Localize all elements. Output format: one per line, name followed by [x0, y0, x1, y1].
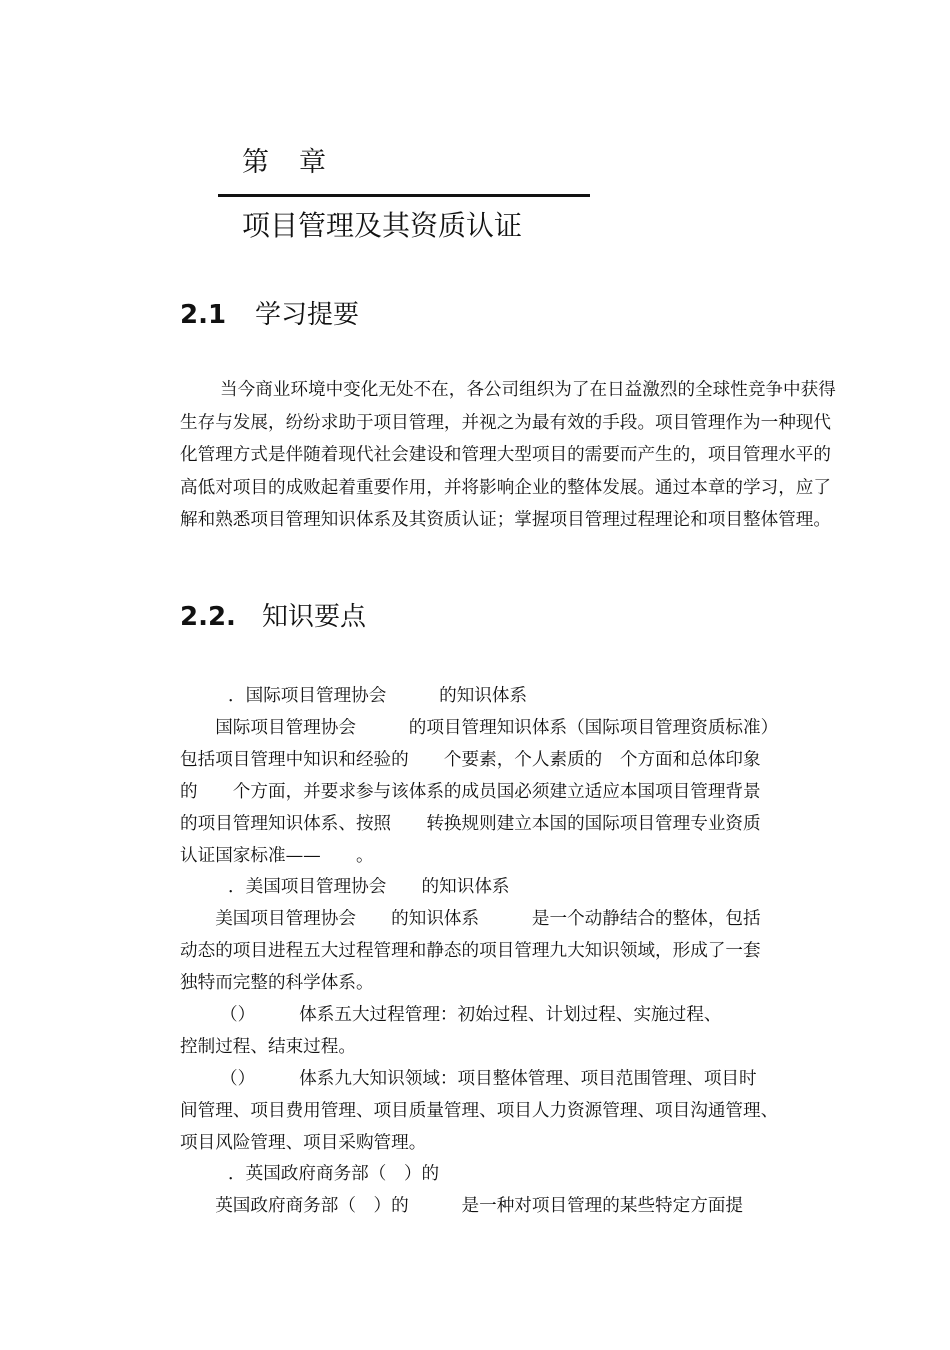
text-line: （） 体系九大知识领域：项目整体管理、项目范围管理、项目时 — [220, 1069, 757, 1089]
text-line: 项目风险管理、项目采购管理。 — [180, 1133, 427, 1153]
text-line: （） 体系五大过程管理：初始过程、计划过程、实施过程、 — [220, 1005, 722, 1025]
text-line: ．英国政府商务部（ ）的 — [228, 1164, 440, 1184]
section-number: 2.2. — [180, 602, 236, 632]
chapter-label-second: 章 — [299, 147, 326, 178]
section-title: 知识要点 — [262, 602, 367, 632]
text-line: 英国政府商务部（ ）的 是一种对项目管理的某些特定方面提 — [180, 1196, 744, 1216]
section-number: 2.1 — [180, 300, 227, 330]
text-line: 独特而完整的科学体系。 — [180, 973, 374, 993]
text-line: ．美国项目管理协会 的知识体系 — [228, 877, 510, 897]
text-line: 的 个方面，并要求参与该体系的成员国必须建立适应本国项目管理背景 — [180, 782, 761, 802]
section-title: 学习提要 — [255, 300, 360, 330]
section-heading-2-2 — [180, 596, 366, 633]
chapter-label — [242, 140, 326, 179]
text-line: 间管理、项目费用管理、项目质量管理、项目人力资源管理、项目沟通管理、 — [180, 1101, 779, 1121]
text-line: 动态的项目进程五大过程管理和静态的项目管理九大知识领域，形成了一套 — [180, 941, 761, 961]
chapter-label-first: 第 — [242, 147, 269, 178]
chapter-title: 项目管理及其资质认证 — [242, 209, 523, 242]
text-line: 国际项目管理协会 的项目管理知识体系（国际项目管理资质标准） — [180, 718, 779, 738]
section-paragraph: 当今商业环境中变化无处不在，各公司组织为了在日益激烈的全球性竞争中获得生存与发展，纷纷求助于项目管理，并视之为最有效的手段。项目管理作为一种现代化管理方式是伴随着现代社会建设和管理大型项目的需要而产生的，项目管理水平的高低对项目的成败起着重要作用，并将影响企业的整体发展。通过本章的学习，应了解和熟悉项目管理知识体系及其资质认证；掌握项目管理过程理论和项目整体管理。 — [180, 380, 836, 530]
text-line: 的项目管理知识体系、按照 转换规则建立本国的国际项目管理专业资质 — [180, 814, 761, 834]
chapter-divider — [218, 194, 590, 197]
section-heading-2-1 — [180, 294, 359, 331]
text-line: 美国项目管理协会 的知识体系 是一个动静结合的整体，包括 — [180, 909, 761, 929]
text-line: 控制过程、结束过程。 — [180, 1037, 356, 1057]
text-line: ．国际项目管理协会 的知识体系 — [228, 686, 528, 706]
text-line: 认证国家标准—— 。 — [180, 846, 374, 866]
text-line: 包括项目管理中知识和经验的 个要素，个人素质的 个方面和总体印象 — [180, 750, 761, 770]
